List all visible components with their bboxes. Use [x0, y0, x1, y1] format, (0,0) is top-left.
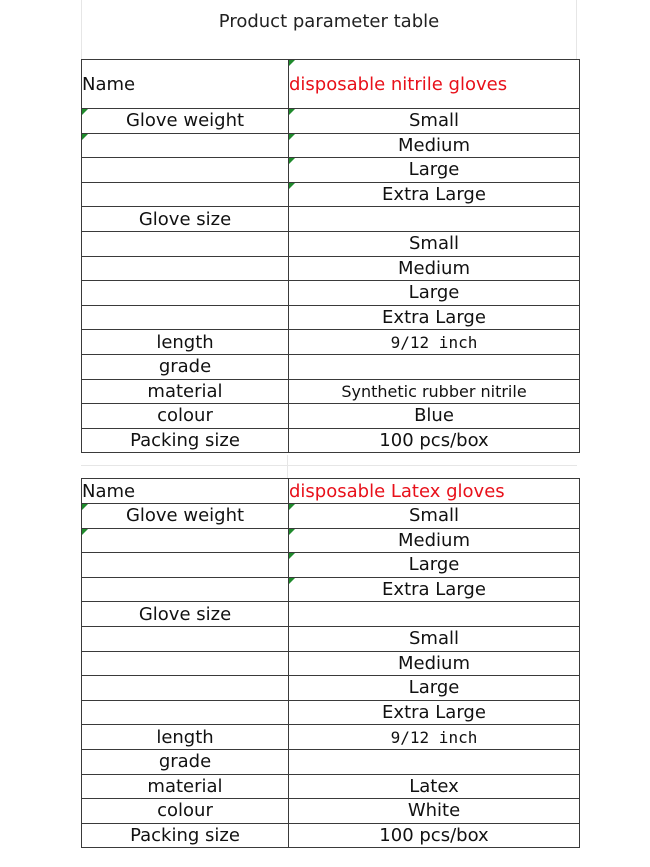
parameter-table-nitrile — [81, 59, 580, 453]
row-value: Medium — [289, 651, 580, 676]
table-row — [82, 749, 580, 774]
row-value: Extra Large — [289, 577, 580, 602]
page-title: Product parameter table — [218, 11, 440, 32]
table-row — [82, 799, 580, 824]
row-label — [82, 158, 289, 183]
table-row — [82, 231, 580, 256]
table-row — [82, 404, 580, 429]
row-label: colour — [82, 799, 289, 824]
row-label — [82, 305, 289, 330]
row-label: Glove weight — [82, 504, 289, 529]
row-value: Medium — [289, 133, 580, 158]
row-value: Small — [289, 109, 580, 134]
row-label — [82, 281, 289, 306]
table-row — [82, 281, 580, 306]
row-value: Large — [289, 553, 580, 578]
row-label: colour — [82, 404, 289, 429]
row-label — [82, 553, 289, 578]
table-row — [82, 823, 580, 848]
table-row — [82, 379, 580, 404]
row-label — [82, 651, 289, 676]
name-label: Name — [82, 60, 289, 109]
row-value: Large — [289, 158, 580, 183]
table-row — [82, 182, 580, 207]
row-label: Packing size — [82, 428, 289, 453]
table-row — [82, 158, 580, 183]
row-value: Large — [289, 281, 580, 306]
table-row — [82, 109, 580, 134]
sheet-gridline-mid — [287, 455, 288, 478]
row-label: Glove size — [82, 602, 289, 627]
row-label — [82, 577, 289, 602]
row-label: grade — [82, 354, 289, 379]
table-row — [82, 774, 580, 799]
parameter-table-latex — [81, 478, 580, 848]
row-value: Small — [289, 231, 580, 256]
row-label — [82, 528, 289, 553]
row-value: Extra Large — [289, 305, 580, 330]
row-value: 9/12 inch — [289, 330, 580, 355]
row-label: Glove size — [82, 207, 289, 232]
row-value — [289, 207, 580, 232]
row-label — [82, 256, 289, 281]
table-row — [82, 133, 580, 158]
row-label: length — [82, 725, 289, 750]
product-name: disposable nitrile gloves — [289, 60, 580, 109]
table-row — [82, 577, 580, 602]
row-label — [82, 676, 289, 701]
row-value: 9/12 inch — [289, 725, 580, 750]
row-label — [82, 133, 289, 158]
table-row — [82, 330, 580, 355]
table-row — [82, 207, 580, 232]
table-row — [82, 354, 580, 379]
table-row — [82, 504, 580, 529]
row-value — [289, 749, 580, 774]
row-value — [289, 354, 580, 379]
row-label — [82, 182, 289, 207]
row-label: Glove weight — [82, 109, 289, 134]
table-row — [82, 256, 580, 281]
table-row — [82, 602, 580, 627]
row-value: Latex — [289, 774, 580, 799]
table-row — [82, 60, 580, 109]
table-row — [82, 553, 580, 578]
table-row — [82, 305, 580, 330]
row-label: material — [82, 379, 289, 404]
table-row — [82, 651, 580, 676]
row-value: Blue — [289, 404, 580, 429]
table-row — [82, 428, 580, 453]
table-row — [82, 479, 580, 504]
row-label — [82, 700, 289, 725]
row-label: material — [82, 774, 289, 799]
table-row — [82, 725, 580, 750]
row-label: Packing size — [82, 823, 289, 848]
row-value: 100 pcs/box — [289, 823, 580, 848]
table-row — [82, 626, 580, 651]
table-row — [82, 676, 580, 701]
row-label — [82, 231, 289, 256]
row-value — [289, 602, 580, 627]
product-name: disposable Latex gloves — [289, 479, 580, 504]
name-label: Name — [82, 479, 289, 504]
row-value: White — [289, 799, 580, 824]
row-label: length — [82, 330, 289, 355]
row-value: Extra Large — [289, 182, 580, 207]
table-row — [82, 528, 580, 553]
row-value: Small — [289, 504, 580, 529]
row-value: Small — [289, 626, 580, 651]
row-value: Large — [289, 676, 580, 701]
row-value: Medium — [289, 256, 580, 281]
row-label: grade — [82, 749, 289, 774]
row-value: Extra Large — [289, 700, 580, 725]
table-row — [82, 700, 580, 725]
row-label — [82, 626, 289, 651]
row-value: 100 pcs/box — [289, 428, 580, 453]
row-value: Medium — [289, 528, 580, 553]
sheet-gridline-gap — [81, 465, 577, 466]
row-value: Synthetic rubber nitrile — [289, 379, 580, 404]
